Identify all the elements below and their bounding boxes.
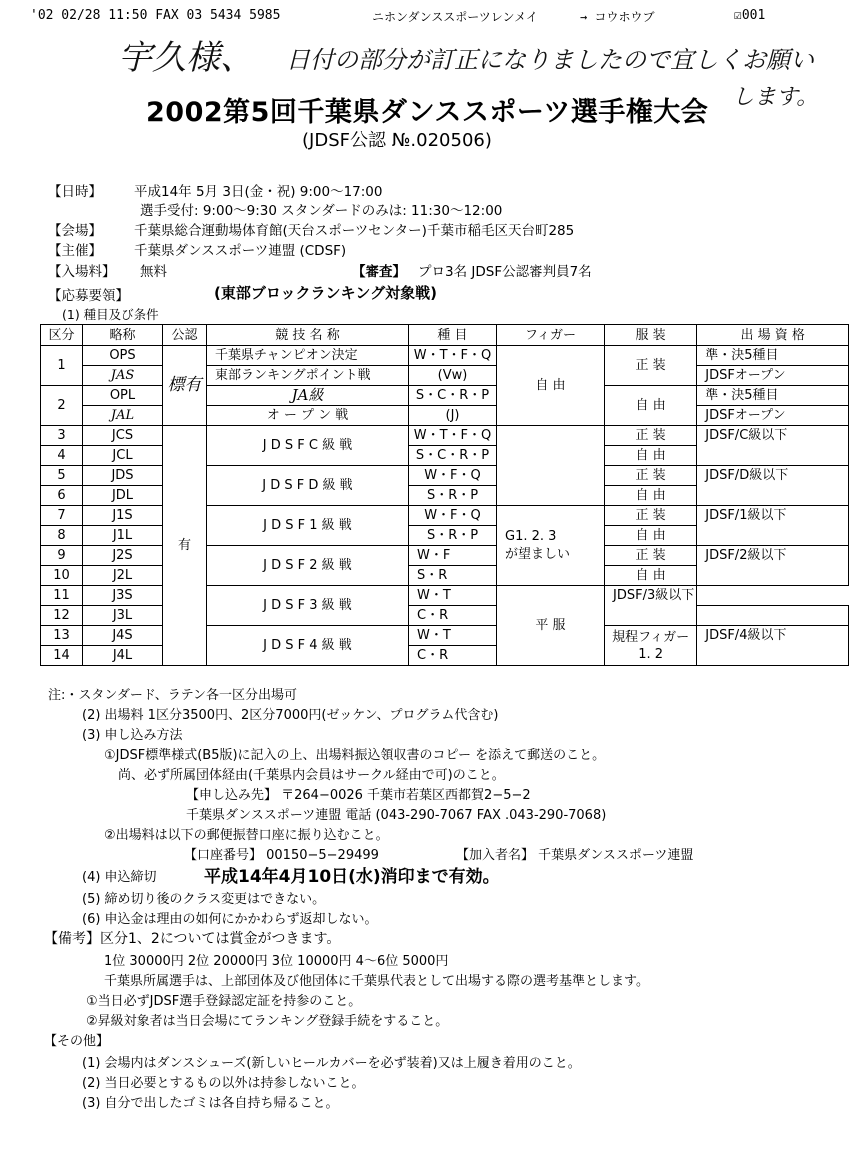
event-name: J D S F D 級 戦 <box>207 466 409 506</box>
event-name: オ ー プ ン 戦 <box>207 406 409 426</box>
dances: (Vw) <box>409 366 497 386</box>
note-contact: 千葉県ダンススポーツ連盟 電話 (043-290-7067 FAX .043-290-7068) <box>186 808 607 823</box>
dress: 自 由 <box>605 566 697 586</box>
header-official: 公認 <box>163 325 207 346</box>
event-name: 東部ランキングポイント戦 <box>207 366 409 386</box>
table-row <box>41 386 849 406</box>
header-qualification: 出 場 資 格 <box>697 325 849 346</box>
note-bring-license: ①当日必ずJDSF選手登録認定証を持参のこと。 <box>86 994 362 1009</box>
dances: W・F・Q <box>409 466 497 486</box>
event-code: J3S <box>83 586 163 606</box>
dances: W・T <box>409 586 497 606</box>
table-row <box>41 586 849 606</box>
table-row <box>41 626 849 646</box>
event-name: 千葉県チャンピオン決定 <box>207 346 409 366</box>
header-dress: 服 装 <box>605 325 697 346</box>
note-no-refund: (6) 申込金は理由の如何にかかわらず返却しない。 <box>82 912 378 927</box>
dress: 正 装 <box>605 426 697 446</box>
note-account-holder: 【加入者名】 千葉県ダンススポーツ連盟 <box>456 848 694 863</box>
note-prize-money: 【備考】区分1、2については賞金がつきます。 <box>44 931 341 947</box>
qualification: JDSF/1級以下 <box>697 506 849 546</box>
date-value: 平成14年 5月 3日(金・祝) 9:00〜17:00 <box>134 184 383 200</box>
event-name: J D S F C 級 戦 <box>207 426 409 466</box>
division-no: 8 <box>41 526 83 546</box>
dances: W・T・F・Q <box>409 346 497 366</box>
handwritten-note-end: します。 <box>732 85 819 110</box>
entry-fee-value: 無料 <box>140 264 167 280</box>
figure-gold-recommended <box>497 506 605 586</box>
note-ranking-registration: ②昇級対象者は当日会場にてランキング登録手続をすること。 <box>86 1014 449 1029</box>
note-address: 【申し込み先】 〒264−0026 千葉市若葉区西都賀2−5−2 <box>186 788 531 803</box>
official-yes: 有 <box>163 426 207 666</box>
event-name: J D S F 1 級 戦 <box>207 506 409 546</box>
division-no: 3 <box>41 426 83 446</box>
header-event-name: 競 技 名 称 <box>207 325 409 346</box>
fax-datetime: '02 02/28 11:50 FAX 03 5434 5985 <box>30 8 281 23</box>
figure-cell-empty <box>697 606 849 626</box>
division-no: 1 <box>41 346 83 386</box>
note-via-group: 尚、必ず所属団体経由(千葉県内会員はサークル経由で可)のこと。 <box>118 768 505 783</box>
qualification: JDSF/3級以下 <box>605 586 697 626</box>
handwritten-salutation: 宇久様、 <box>118 38 254 78</box>
header-code: 略称 <box>83 325 163 346</box>
table-row <box>41 406 849 426</box>
event-code-handwritten: JAL <box>83 406 163 426</box>
official-mark-handwritten: 標有 <box>163 346 207 426</box>
judges-label: 【審査】 <box>352 264 406 280</box>
dances: S・C・R・P <box>409 386 497 406</box>
event-code: J2S <box>83 546 163 566</box>
note-deadline-value: 平成14年4月10日(水)消印まで有効。 <box>204 867 500 887</box>
event-code: OPL <box>83 386 163 406</box>
division-no: 11 <box>41 586 83 606</box>
event-code: JCL <box>83 446 163 466</box>
table-row <box>41 466 849 486</box>
event-code: J4S <box>83 626 163 646</box>
division-no: 13 <box>41 626 83 646</box>
division-no: 7 <box>41 506 83 526</box>
qualification: 準・決5種目 <box>697 386 849 406</box>
division-no: 4 <box>41 446 83 466</box>
venue-label: 【会場】 <box>48 223 102 239</box>
figure-syllabus-label: 規程フィガー <box>612 629 690 645</box>
event-code: J4L <box>83 646 163 666</box>
qualification: JDSF/2級以下 <box>697 546 849 586</box>
event-code: J1L <box>83 526 163 546</box>
dances: W・F <box>409 546 497 566</box>
table-row <box>41 606 849 626</box>
application-label: 【応募要領】 <box>48 288 129 304</box>
note-postal-transfer: ②出場料は以下の郵便振替口座に振り込むこと。 <box>104 828 389 843</box>
organizer-value: 千葉県ダンススポーツ連盟 (CDSF) <box>134 243 347 259</box>
event-code: J2L <box>83 566 163 586</box>
header-figure: フィガー <box>497 325 605 346</box>
dress: 平 服 <box>497 586 605 666</box>
dress: 正 装 <box>605 466 697 486</box>
division-no: 10 <box>41 566 83 586</box>
note-other-heading: 【その他】 <box>44 1034 110 1049</box>
header-division: 区分 <box>41 325 83 346</box>
events-table <box>40 324 849 666</box>
table-header-row <box>41 325 849 346</box>
event-name: J D S F 2 級 戦 <box>207 546 409 586</box>
event-code: J1S <box>83 506 163 526</box>
event-code: J3L <box>83 606 163 626</box>
division-no: 6 <box>41 486 83 506</box>
figure-syllabus <box>605 626 697 666</box>
event-code: JCS <box>83 426 163 446</box>
figure-cell-empty <box>497 426 605 506</box>
qualification: 準・決5種目 <box>697 346 849 366</box>
dances: S・R・P <box>409 486 497 506</box>
fax-sender: ニホンダンススポーツレンメイ <box>372 10 538 24</box>
table-row <box>41 506 849 526</box>
document-title: 2002第5回千葉県ダンススポーツ選手権大会 <box>146 97 709 128</box>
qualification: JDSF/C級以下 <box>697 426 849 466</box>
dress: 自 由 <box>605 386 697 426</box>
event-code: JDS <box>83 466 163 486</box>
note-trash: (3) 自分で出したゴミは各自持ち帰ること。 <box>82 1096 339 1111</box>
dress: 自 由 <box>605 526 697 546</box>
document-subtitle: (JDSF公認 №.020506) <box>302 130 492 151</box>
event-code: JDL <box>83 486 163 506</box>
event-name: J D S F 3 級 戦 <box>207 586 409 626</box>
table-row <box>41 426 849 446</box>
note-belongings: (2) 当日必要とするもの以外は持参しないこと。 <box>82 1076 365 1091</box>
reception-time: 選手受付: 9:00〜9:30 スタンダードのみは: 11:30〜12:00 <box>140 203 503 219</box>
division-no: 5 <box>41 466 83 486</box>
dress: 正 装 <box>605 546 697 566</box>
note-dance-shoes: (1) 会場内はダンスシューズ(新しいヒールカバーを必ず装着)又は上履き着用のこと。 <box>82 1056 581 1071</box>
qualification: JDSFオープン <box>697 366 849 386</box>
dances: W・T <box>409 626 497 646</box>
division-no: 2 <box>41 386 83 426</box>
table-row <box>41 346 849 366</box>
dress: 自 由 <box>605 446 697 466</box>
dances: W・T・F・Q <box>409 426 497 446</box>
section-events-heading: (1) 種目及び条件 <box>62 307 159 322</box>
dances: S・R・P <box>409 526 497 546</box>
dances: C・R <box>409 646 497 666</box>
dress: 正 装 <box>605 506 697 526</box>
figure-syllabus-levels: 1. 2 <box>638 646 664 662</box>
qualification: JDSF/D級以下 <box>697 466 849 506</box>
dances: S・R <box>409 566 497 586</box>
figure-free: 自 由 <box>497 346 605 426</box>
note-application-form: ①JDSF標準様式(B5版)に記入の上、出場料振込領収書のコピー を添えて郵送のこと。 <box>104 748 606 763</box>
table-row <box>41 546 849 566</box>
note-prize-amounts: 1位 30000円 2位 20000円 3位 10000円 4〜6位 5000円 <box>104 954 449 969</box>
table-row <box>41 366 849 386</box>
dances: (J) <box>409 406 497 426</box>
figure-g123: G1. 2. 3 <box>505 528 557 544</box>
venue-value: 千葉県総合運動場体育館(天台スポーツセンター)千葉市稲毛区天台町285 <box>134 223 575 239</box>
header-dances: 種 目 <box>409 325 497 346</box>
judges-value: プロ3名 JDSF公認審判員7名 <box>418 264 592 280</box>
event-code-handwritten: JAS <box>83 366 163 386</box>
date-label: 【日時】 <box>48 184 102 200</box>
handwritten-note: 日付の部分が訂正になりましたので宜しくお願い <box>286 46 814 74</box>
entry-fee-label: 【入場料】 <box>48 264 116 280</box>
dances: S・C・R・P <box>409 446 497 466</box>
application-value: (東部ブロックランキング対象戦) <box>214 284 437 302</box>
ja-class-handwritten: JA級 <box>207 386 409 406</box>
event-code: OPS <box>83 346 163 366</box>
fax-recipient: → コウホウブ <box>580 10 655 24</box>
dances: W・F・Q <box>409 506 497 526</box>
division-no: 14 <box>41 646 83 666</box>
note-account-number: 【口座番号】 00150−5−29499 <box>184 848 379 863</box>
qualification: JDSFオープン <box>697 406 849 426</box>
note-no-class-change: (5) 締め切り後のクラス変更はできない。 <box>82 892 326 907</box>
note-selection-criteria: 千葉県所属選手は、上部団体及び他団体に千葉県代表として出場する際の選考基準とします。 <box>104 974 649 989</box>
dances: C・R <box>409 606 497 626</box>
note-entry-fee: (2) 出場料 1区分3500円、2区分7000円(ゼッケン、プログラム代含む) <box>82 708 499 723</box>
qualification: JDSF/4級以下 <box>697 626 849 666</box>
dress: 正 装 <box>605 346 697 386</box>
organizer-label: 【主催】 <box>48 243 102 259</box>
dress: 自 由 <box>605 486 697 506</box>
division-no: 9 <box>41 546 83 566</box>
division-no: 12 <box>41 606 83 626</box>
figure-g123-note: が望ましい <box>505 546 571 562</box>
event-name: J D S F 4 級 戦 <box>207 626 409 666</box>
fax-page-number: ☑001 <box>734 8 766 23</box>
note-entry-rule: 注:・スタンダード、ラテン各一区分出場可 <box>48 688 298 703</box>
note-deadline-label: (4) 申込締切 <box>82 870 157 885</box>
note-application-method: (3) 申し込み方法 <box>82 728 183 743</box>
